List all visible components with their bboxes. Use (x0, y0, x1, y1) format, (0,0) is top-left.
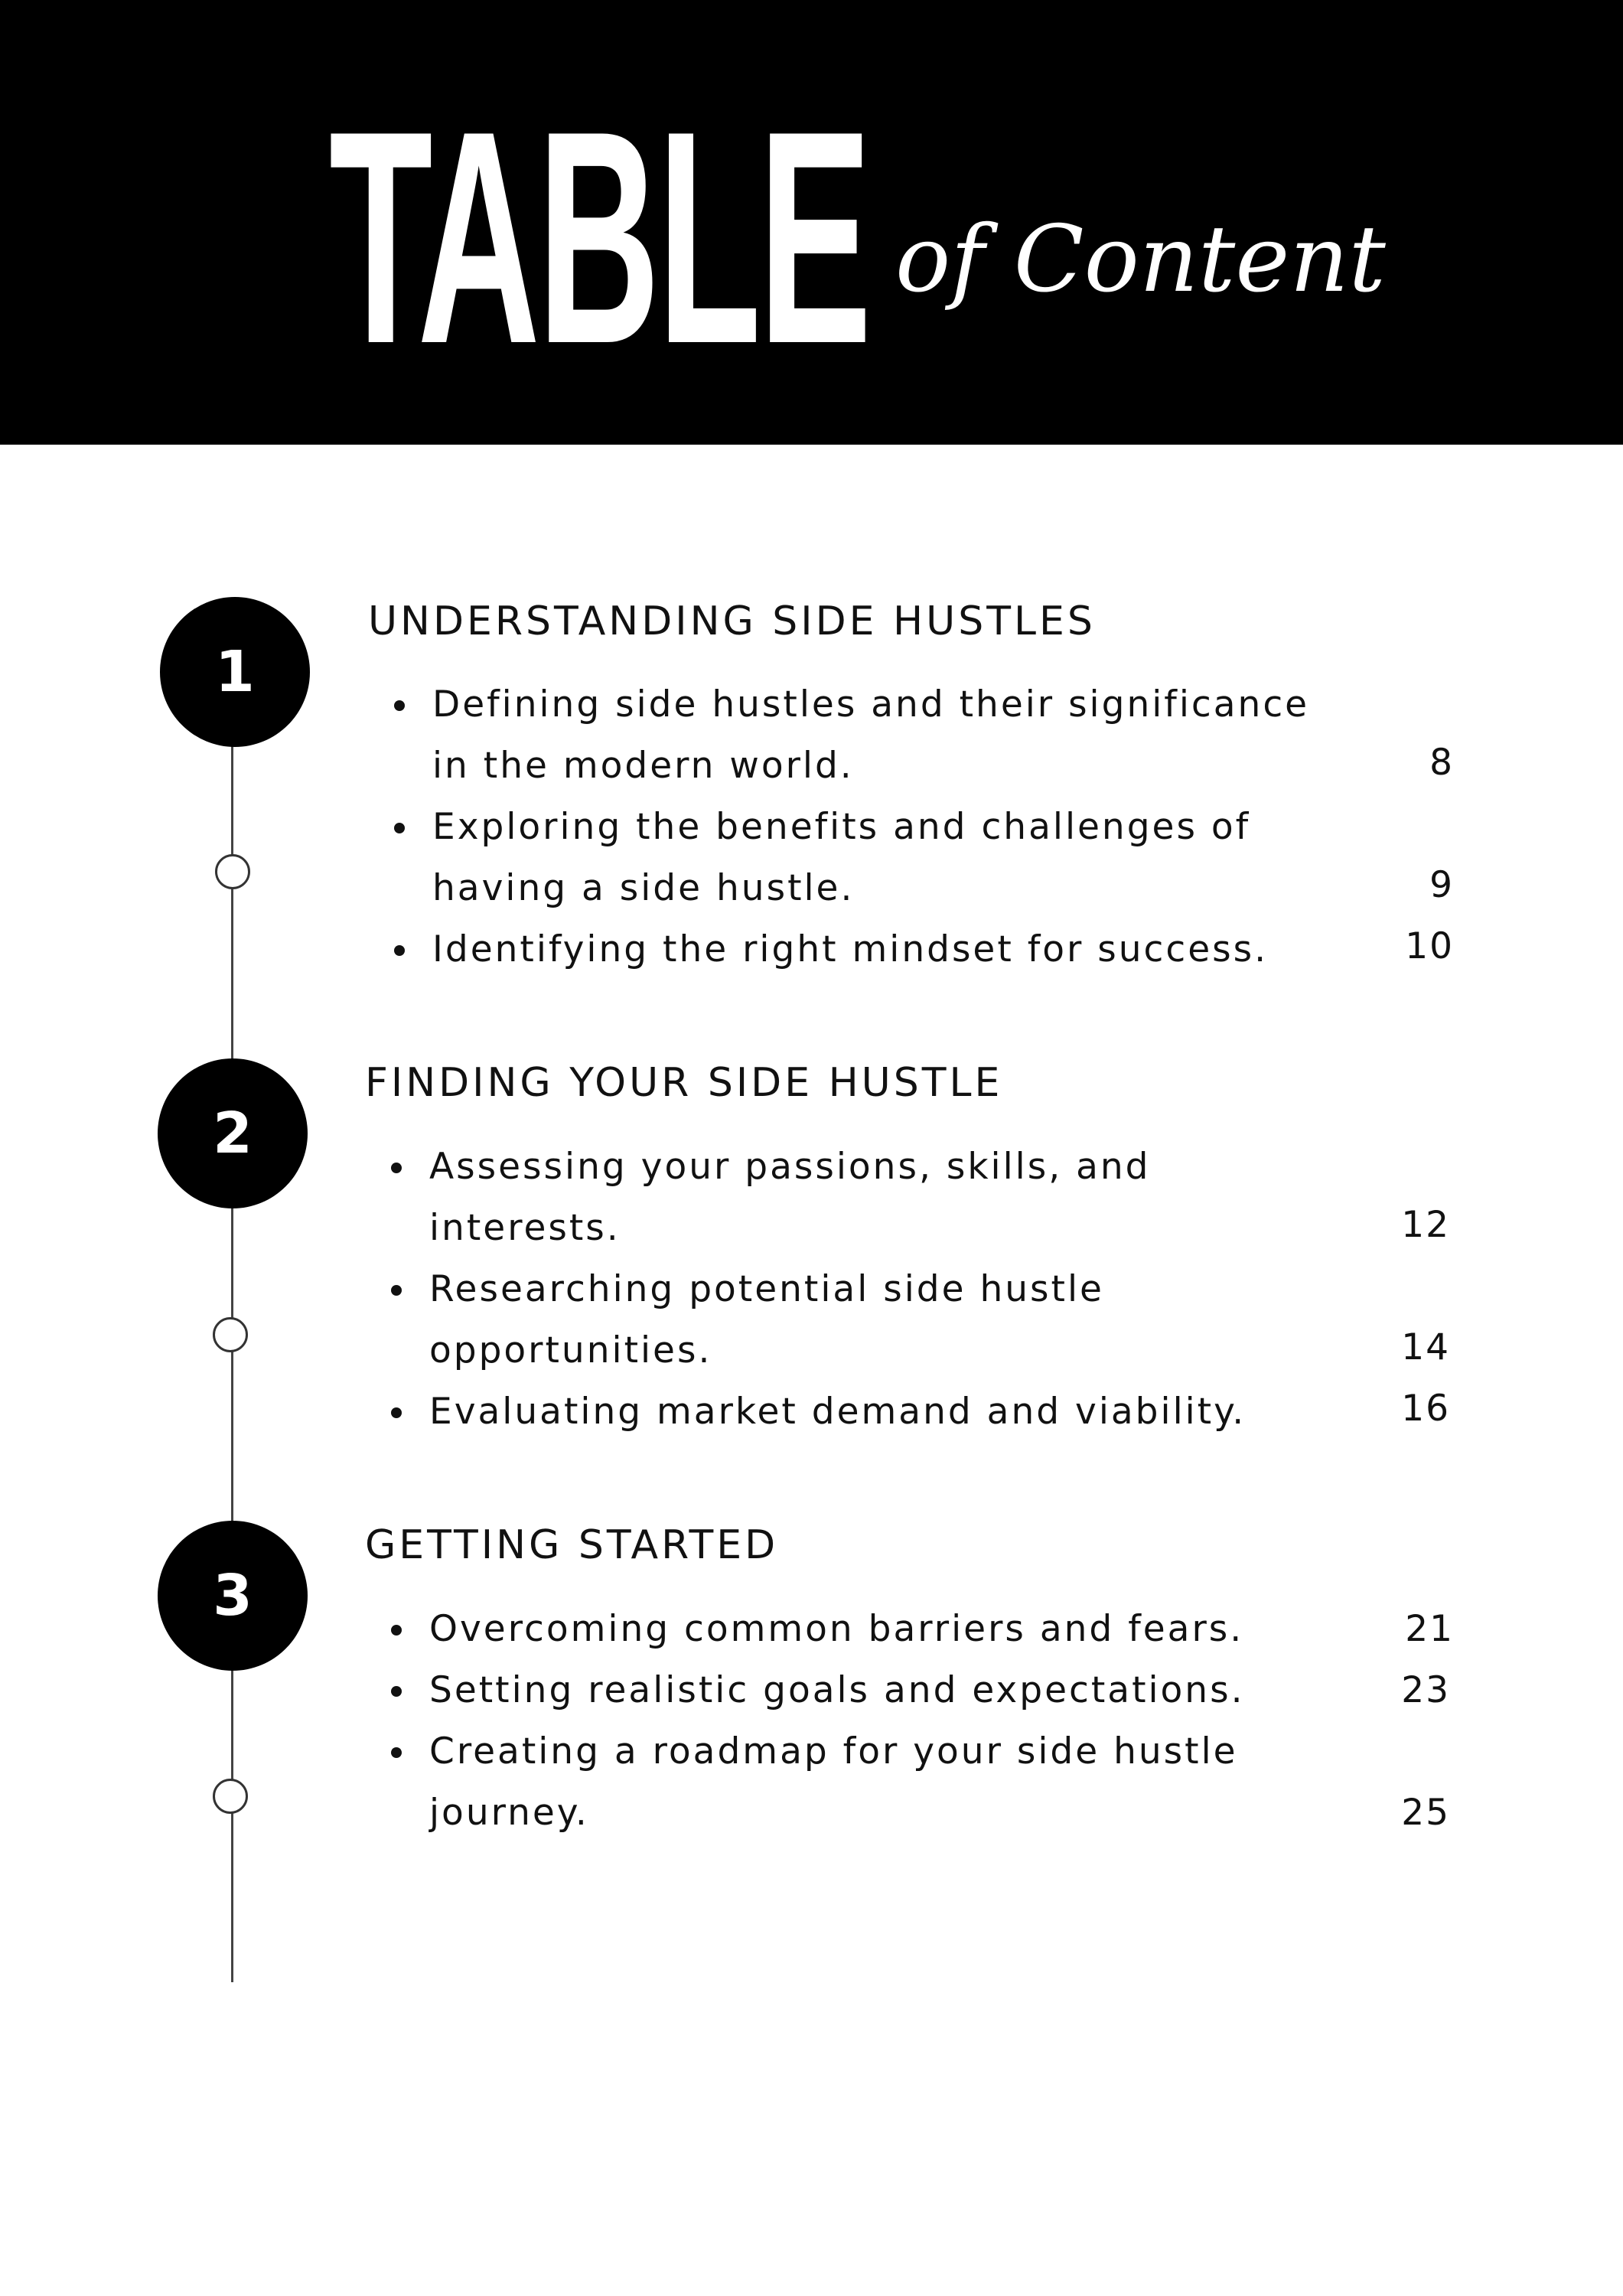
page-number: 8 (1429, 742, 1454, 784)
page-number: 12 (1401, 1204, 1450, 1246)
page-number: 14 (1401, 1326, 1450, 1368)
toc-line: Overcoming common barriers and fears. (429, 1608, 1244, 1650)
toc-line: in the modern world. (432, 745, 854, 787)
section-title-1: UNDERSTANDING SIDE HUSTLES (368, 598, 1096, 644)
bullet-2-2 (391, 1285, 402, 1296)
toc-line: Identifying the right mindset for success. (432, 928, 1269, 970)
title-main: TABLE (329, 68, 869, 406)
timeline-line-3 (231, 1668, 233, 1982)
bullet-3-1 (391, 1625, 402, 1636)
bullet-2-3 (391, 1407, 402, 1418)
bullet-1-3 (394, 945, 405, 956)
timeline-node-2 (213, 1317, 248, 1352)
page-number: 21 (1405, 1608, 1454, 1650)
toc-line: Researching potential side hustle (429, 1268, 1104, 1310)
timeline-line-1 (231, 742, 233, 1064)
title-script-text: of Content (895, 207, 1386, 313)
timeline-line-2 (231, 1205, 233, 1527)
toc-line: Assessing your passions, skills, and (429, 1146, 1151, 1188)
toc-line: opportunities. (429, 1329, 712, 1371)
toc-line: having a side hustle. (432, 867, 855, 909)
section-number-1: 1 (160, 597, 310, 747)
bullet-2-1 (391, 1163, 402, 1173)
toc-line: interests. (429, 1207, 621, 1249)
page-number: 9 (1429, 864, 1454, 906)
header-band (0, 0, 1623, 445)
bullet-1-1 (394, 700, 405, 711)
toc-line: Evaluating market demand and viability. (429, 1391, 1247, 1433)
bullet-3-3 (391, 1747, 402, 1758)
bullet-1-2 (394, 823, 405, 833)
section-number-3: 3 (158, 1521, 308, 1671)
section-title-2: FINDING YOUR SIDE HUSTLE (365, 1060, 1003, 1106)
timeline-node-1 (215, 854, 250, 889)
title-script (880, 145, 1400, 390)
section-title-3: GETTING STARTED (365, 1522, 779, 1568)
toc-line: Defining side hustles and their significance (432, 683, 1310, 726)
toc-line: Creating a roadmap for your side hustle (429, 1730, 1238, 1773)
section-number-2: 2 (158, 1058, 308, 1208)
page-number: 10 (1405, 925, 1454, 967)
toc-line: Exploring the benefits and challenges of (432, 806, 1251, 848)
timeline-node-3 (213, 1779, 248, 1814)
page-number: 16 (1401, 1388, 1450, 1430)
page-number: 25 (1401, 1792, 1450, 1834)
toc-line: journey. (429, 1792, 589, 1834)
bullet-3-2 (391, 1686, 402, 1697)
page-number: 23 (1401, 1669, 1450, 1711)
toc-line: Setting realistic goals and expectations. (429, 1669, 1245, 1711)
